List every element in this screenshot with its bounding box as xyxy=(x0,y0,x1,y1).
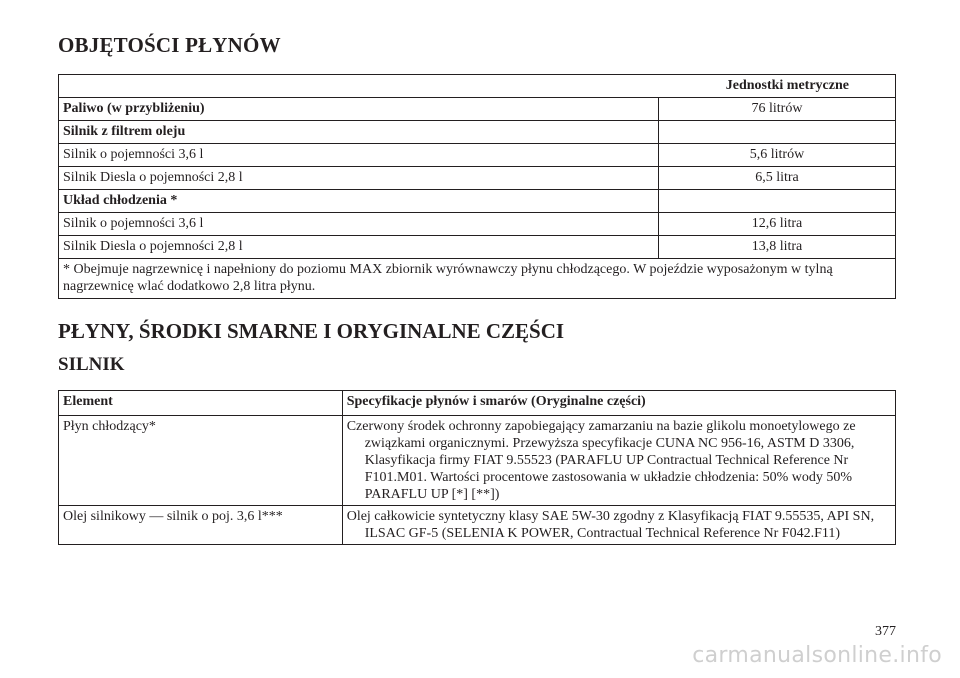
element-cell: Płyn chłodzący* xyxy=(59,416,343,506)
page-number: 377 xyxy=(875,624,896,639)
row-label: Silnik o pojemności 3,6 l xyxy=(59,213,659,236)
table-header-row xyxy=(59,75,896,98)
row-label: Układ chłodzenia * xyxy=(59,190,659,213)
metric-units-header: Jednostki metryczne xyxy=(59,75,896,98)
table-row xyxy=(59,213,896,236)
section-title-fluid-capacities: OBJĘTOŚCI PŁYNÓW xyxy=(58,33,281,57)
fluid-capacities-table xyxy=(58,74,896,299)
subsection-title-engine: SILNIK xyxy=(58,354,125,375)
row-label: Silnik z filtrem oleju xyxy=(59,121,659,144)
table-footnote-row xyxy=(59,259,896,299)
element-cell: Olej silnikowy — silnik o poj. 3,6 l*** xyxy=(59,506,343,545)
row-value: 6,5 litra xyxy=(658,167,895,190)
row-value xyxy=(658,121,895,144)
row-label: Silnik Diesla o pojemności 2,8 l xyxy=(59,167,659,190)
row-value: 76 litrów xyxy=(658,98,895,121)
row-value xyxy=(658,190,895,213)
row-value: 5,6 litrów xyxy=(658,144,895,167)
table-row xyxy=(59,190,896,213)
row-value: 13,8 litra xyxy=(658,236,895,259)
table-header-row xyxy=(59,391,896,416)
table-row xyxy=(59,98,896,121)
element-column-header: Element xyxy=(59,391,343,416)
table-row xyxy=(59,167,896,190)
section-title-fluids-lubricants: PŁYNY, ŚRODKI SMARNE I ORYGINALNE CZĘŚCI xyxy=(58,319,565,343)
row-label: Silnik Diesla o pojemności 2,8 l xyxy=(59,236,659,259)
spec-cell: Olej całkowicie syntetyczny klasy SAE 5W-30 zgodny z Klasyfikacją FIAT 9.55535, API SN, ILSAC GF-5 (SELENIA K POWER, Contractual Technical Reference Nr F042.F11) xyxy=(346,509,875,541)
table-row xyxy=(59,121,896,144)
table-row xyxy=(59,506,896,545)
table-row xyxy=(59,236,896,259)
table-row xyxy=(59,144,896,167)
row-label: Paliwo (w przybliżeniu) xyxy=(59,98,659,121)
table-row xyxy=(59,416,896,506)
spec-cell: Czerwony środek ochronny zapobiegający zamarzaniu na bazie glikolu monoetylowego ze związkami organicznymi. Przewyższa specyfikacje CUNA NC 956-16, ASTM D 3306, Klasyfikacja firmy FIAT 9.55523 (PARAFLU UP Contractual Technical Reference Nr F101.M01. Wartości procentowe zastosowania w układzie chłodzenia: 50% wody 50% PARAFLU UP [*] [**]) xyxy=(346,419,856,502)
row-value: 12,6 litra xyxy=(658,213,895,236)
engine-fluids-table xyxy=(58,390,896,545)
watermark: carmanualsonline.info xyxy=(692,643,942,668)
coolant-footnote: * Obejmuje nagrzewnicę i napełniony do poziomu MAX zbiornik wyrównawczy płynu chłodzącego. W pojeździe wyposażonym w tylną nagrzewnicę wlać dodatkowo 2,8 litra płynu. xyxy=(59,259,896,299)
spec-column-header: Specyfikacje płynów i smarów (Oryginalne części) xyxy=(342,391,895,416)
row-label: Silnik o pojemności 3,6 l xyxy=(59,144,659,167)
